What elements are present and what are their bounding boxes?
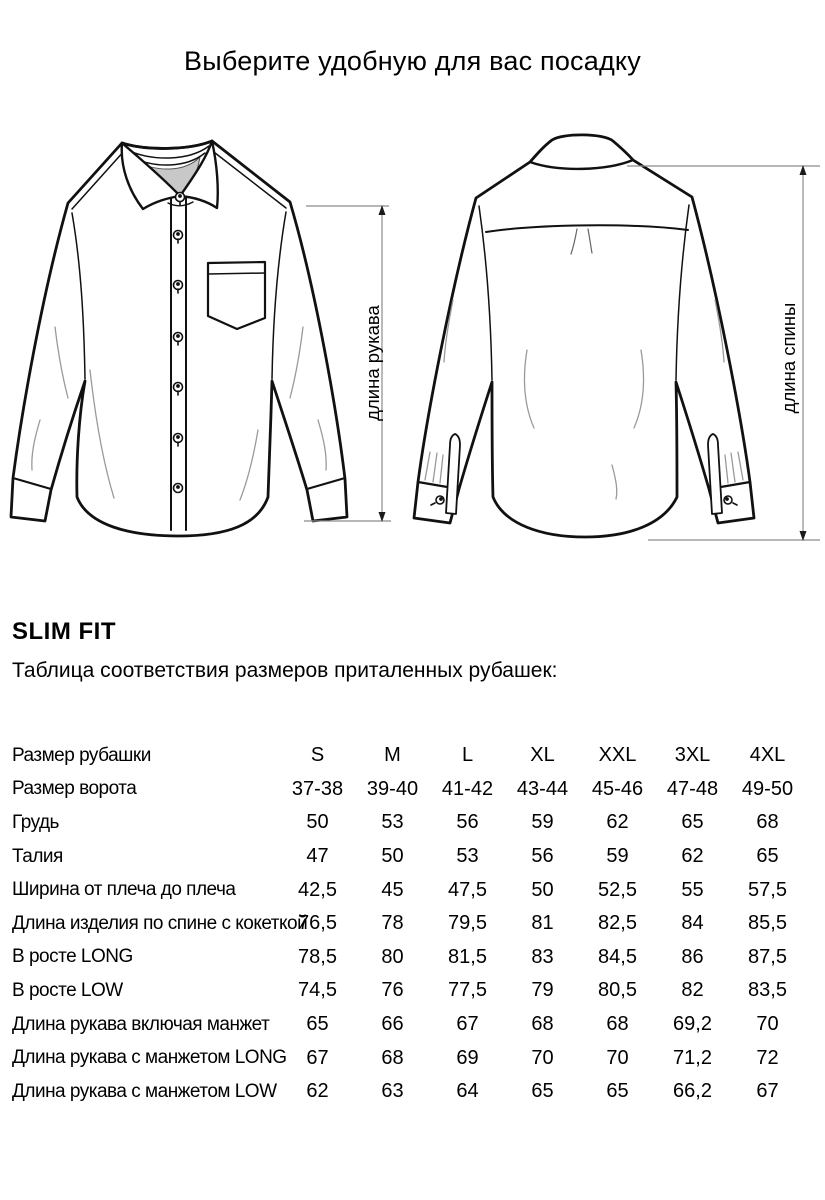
page-title: Выберите удобную для вас посадку [184,46,641,76]
cell-value: 65 [306,1013,329,1036]
cell-value: 85,5 [748,912,787,935]
table-row [0,840,825,874]
cell-value: 47 [306,845,329,868]
row-label: Ширина от плеча до плеча [12,879,236,901]
cell-value: 59 [606,845,629,868]
cell-value: 83 [531,945,554,968]
table-row [0,1075,825,1109]
cell-value: 63 [381,1080,404,1103]
cell-value: S [310,744,325,767]
cell-value: 84 [681,912,704,935]
cell-value: 53 [381,811,404,834]
cell-value: 42,5 [298,878,337,901]
cell-value: 82 [681,979,704,1002]
cell-value: 47-48 [666,777,719,800]
row-label: В росте LOW [12,979,123,1001]
collar-button-icon [176,193,185,202]
cell-value: 65 [606,1080,629,1103]
table-row [0,907,825,941]
row-label: Длина изделия по спине с кокеткой [12,912,308,934]
cell-value: 50 [306,811,329,834]
cell-value: 65 [756,845,779,868]
cell-value: 78,5 [298,945,337,968]
size-table [0,739,825,1109]
cell-value: 82,5 [598,912,637,935]
table-row [0,739,825,773]
cell-value: 69,2 [673,1013,712,1036]
table-row [0,1008,825,1042]
cell-value: 78 [381,912,404,935]
cell-value: 45-46 [591,777,644,800]
cell-value: 53 [456,845,479,868]
cell-value: 47,5 [448,878,487,901]
row-label: Талия [12,845,63,867]
cell-value: 76,5 [298,912,337,935]
cell-value: 68 [606,1013,629,1036]
cell-value: 64 [456,1080,479,1103]
cell-value: 4XL [749,744,786,767]
fit-heading: SLIM FIT [12,618,116,645]
cell-value: L [461,744,474,767]
cell-value: XXL [598,744,637,767]
cell-value: 66,2 [673,1080,712,1103]
cell-value: 39-40 [366,777,419,800]
cell-value: 59 [531,811,554,834]
table-row [0,974,825,1008]
cell-value: 87,5 [748,945,787,968]
cell-value: 79,5 [448,912,487,935]
row-label: В росте LONG [12,946,133,968]
cell-value: 69 [456,1046,479,1069]
cell-value: XL [530,744,555,767]
cell-value: 68 [381,1046,404,1069]
cell-value: 84,5 [598,945,637,968]
cell-value: 45 [381,878,404,901]
row-label: Длина рукава включая манжет [12,1013,270,1035]
cell-value: 77,5 [448,979,487,1002]
cell-value: 62 [681,845,704,868]
cell-value: 80,5 [598,979,637,1002]
cell-value: 66 [381,1013,404,1036]
cell-value: 67 [456,1013,479,1036]
cell-value: 71,2 [673,1046,712,1069]
row-label: Грудь [12,811,59,833]
cell-value: 76 [381,979,404,1002]
cell-value: 56 [531,845,554,868]
cell-value: 43-44 [516,777,569,800]
table-row [0,773,825,807]
cell-value: 50 [531,878,554,901]
shirt-back-outline [414,135,754,537]
cell-value: 80 [381,945,404,968]
row-label: Длина рукава с манжетом LOW [12,1080,277,1102]
shirt-diagrams [0,130,825,575]
cell-value: 70 [531,1046,554,1069]
row-label: Длина рукава с манжетом LONG [12,1047,287,1069]
cell-value: 67 [756,1080,779,1103]
cell-value: 62 [306,1080,329,1103]
cell-value: 70 [756,1013,779,1036]
cell-value: 70 [606,1046,629,1069]
table-caption: Таблица соответствия размеров приталенных рубашек: [12,659,558,682]
cell-value: 37-38 [291,777,344,800]
table-row [0,941,825,975]
table-row [0,1041,825,1075]
cell-value: 62 [606,811,629,834]
row-label: Размер ворота [12,778,137,800]
cell-value: 41-42 [441,777,494,800]
cell-value: 65 [531,1080,554,1103]
cell-value: 68 [531,1013,554,1036]
cell-value: 81 [531,912,554,935]
cell-value: 68 [756,811,779,834]
cell-value: 65 [681,811,704,834]
table-row [0,873,825,907]
cell-value: 55 [681,878,704,901]
cell-value: 56 [456,811,479,834]
cell-value: 74,5 [298,979,337,1002]
sleeve-length-label: длина рукава [362,305,383,421]
cell-value: 67 [306,1046,329,1069]
cell-value: 81,5 [448,945,487,968]
cell-value: 57,5 [748,878,787,901]
cell-value: 49-50 [741,777,794,800]
cell-value: 83,5 [748,979,787,1002]
cell-value: 50 [381,845,404,868]
cell-value: 52,5 [598,878,637,901]
shirt-front-diagram [11,141,347,536]
table-row [0,806,825,840]
back-length-label: длина спины [778,302,799,414]
shirt-back-diagram [414,135,754,537]
cell-value: 79 [531,979,554,1002]
front-pocket [208,262,265,329]
button-icon [174,484,183,493]
cell-value: 86 [681,945,704,968]
cell-value: 3XL [674,744,711,767]
cell-value: 72 [756,1046,779,1069]
cell-value: M [384,744,401,767]
row-label: Размер рубашки [12,744,151,766]
shirt-diagrams-svg [0,130,825,575]
